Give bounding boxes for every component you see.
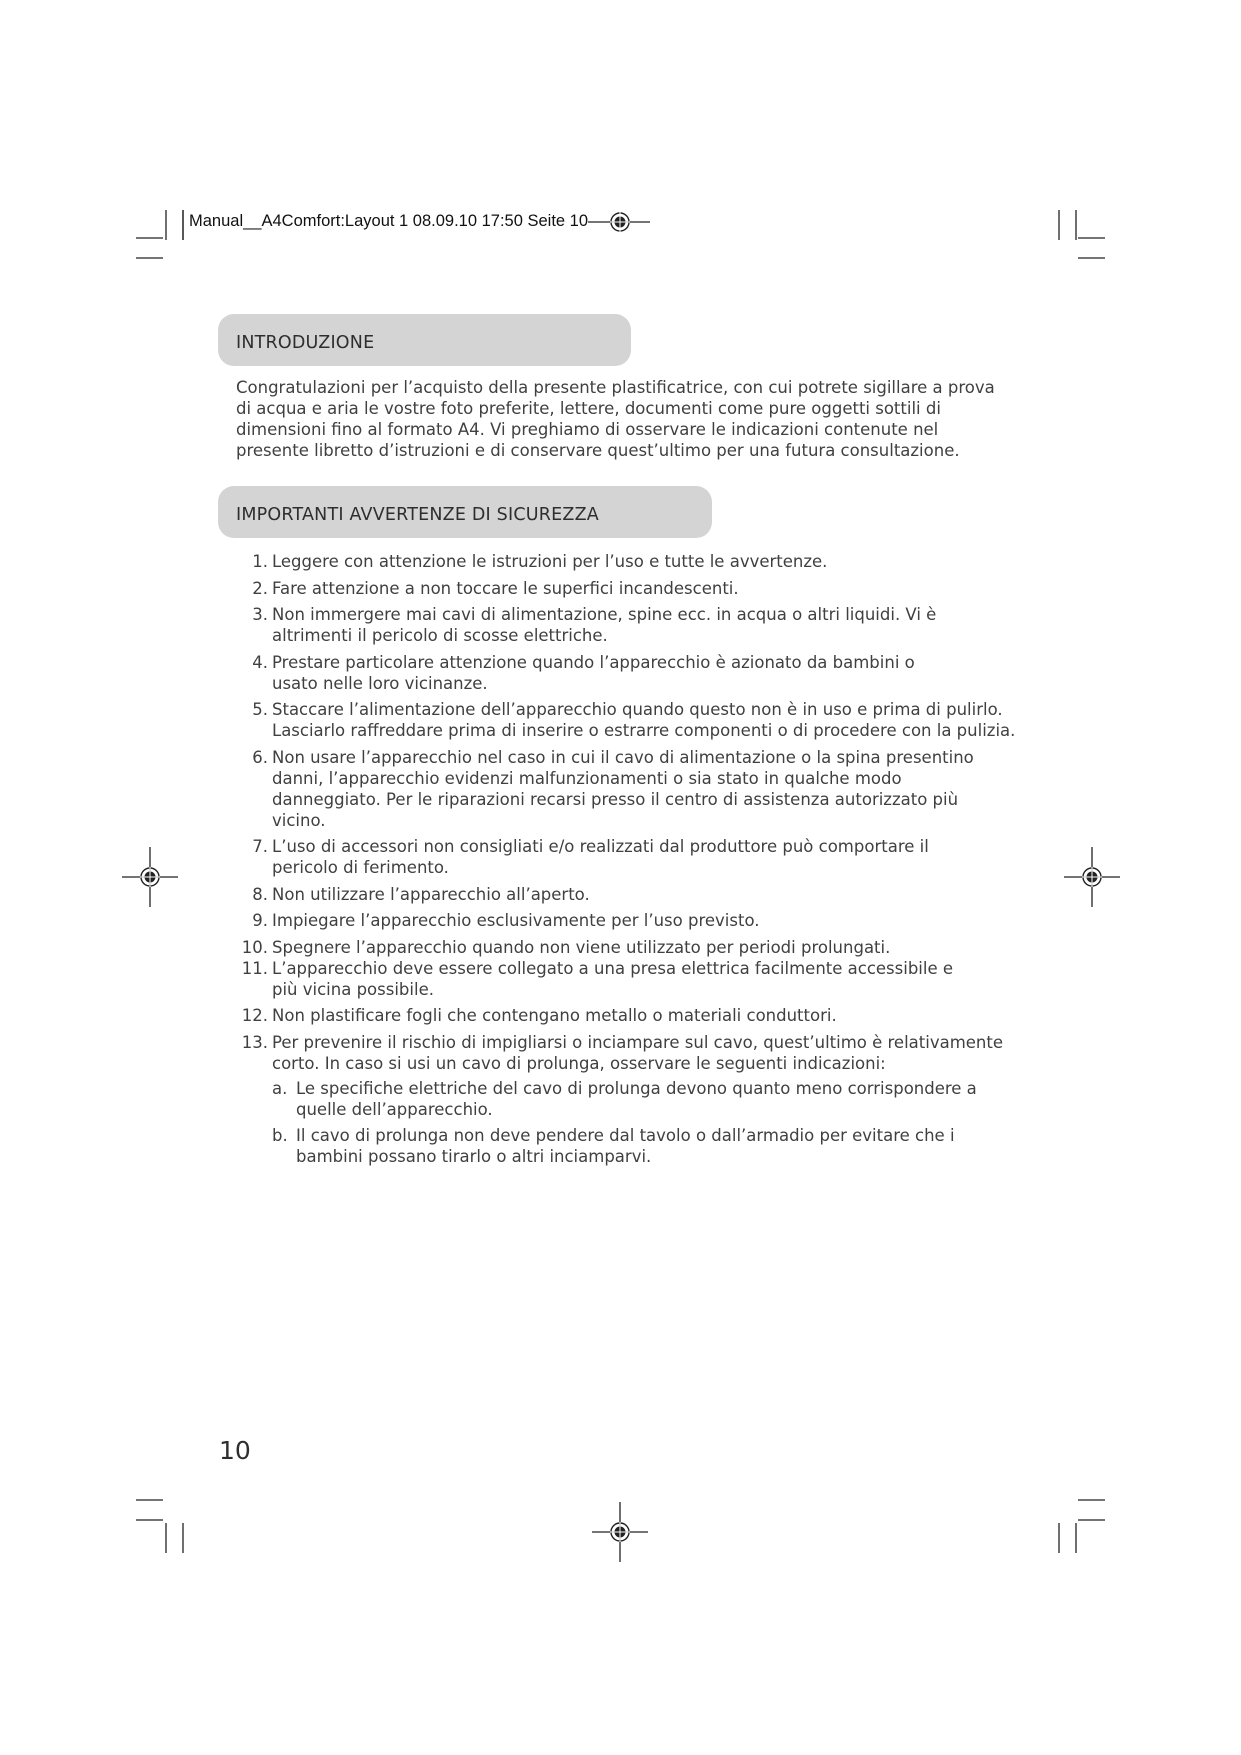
- list-item: 1. Leggere con attenzione le istruzioni per l’uso e tutte le avvertenze.: [252, 552, 828, 571]
- list-item: 4. Prestare particolare attenzione quando l’apparecchio è azionato da bambini o usato nelle loro vicinanze.: [252, 652, 915, 693]
- list-item: 13. Per prevenire il rischio di impigliarsi o inciampare sul cavo, quest’ultimo è relativamente corto. In caso si usi un cavo di prolunga, osservare le seguenti indicazioni: a. Le specifiche elettriche del cavo di prolunga devono quanto meno corrispondere a quelle dell’apparecchio. b. Il cavo di prolunga non deve pendere dal tavolo o dall’armadio per evitare che i bambini possano tirarlo o altri inciamparvi.: [236, 1032, 1026, 1167]
- list-item: 3. Non immergere mai cavi di alimentazione, spine ecc. in acqua o altri liquidi. Vi è altrimenti il pericolo di scosse elettriche.: [252, 605, 937, 645]
- safety-heading-bar: [218, 486, 712, 538]
- list-item: 12. Non plastificare fogli che contengano metallo o materiali conduttori.: [241, 1006, 837, 1025]
- list-item: 7. L’uso di accessori non consigliati e/o realizzati dal produttore può comportare il pericolo di ferimento.: [252, 837, 929, 877]
- registration-target-icon: [140, 867, 160, 887]
- extension-cord-sublist: [272, 1078, 1026, 1167]
- intro-heading: INTRODUZIONE: [236, 333, 375, 353]
- registration-target-icon: [610, 1522, 630, 1542]
- safety-heading: IMPORTANTI AVVERTENZE DI SICUREZZA: [236, 505, 599, 525]
- print-slug-line: Manual__A4Comfort:Layout 1 08.09.10 17:50 Seite 10: [189, 212, 589, 230]
- list-item: 8. Non utilizzare l’apparecchio all’aperto.: [252, 884, 590, 904]
- list-item: 9. Impiegare l’apparecchio esclusivamente per l’uso previsto.: [252, 911, 760, 930]
- list-item: 11. L’apparecchio deve essere collegato a una presa elettrica facilmente accessibile e più vicina possibile.: [241, 958, 954, 999]
- intro-paragraph: Congratulazioni per l’acquisto della presente plastificatrice, con cui potrete sigillare a prova di acqua e aria le vostre foto preferite, lettere, documenti come pure oggetti sottili di dimensioni fino al formato A4. Vi preghiamo di osservare le indicazioni contenute nel presente libretto d’istruzioni e di conservare quest’ultimo per una futura consultazione.: [236, 378, 995, 460]
- list-item: 5. Staccare l’alimentazione dell’apparecchio quando questo non è in uso e prima di pulirlo. Lasciarlo raffreddare prima di inserire o estrarre componenti o di procedere con la pulizia.: [252, 700, 1016, 740]
- intro-heading-bar: [218, 314, 631, 366]
- safety-warnings-list: [236, 551, 1026, 1172]
- registration-target-icon: [1082, 867, 1102, 887]
- page-number: 10: [219, 1436, 251, 1465]
- list-item: b. Il cavo di prolunga non deve pendere dal tavolo o dall’armadio per evitare che i bambini possano tirarlo o altri inciamparvi.: [272, 1125, 955, 1166]
- list-item: 6. Non usare l’apparecchio nel caso in cui il cavo di alimentazione o la spina presentino danni, l’apparecchio evidenzi malfunzionamenti o sia stato in qualche modo danneggiato. Per le riparazioni recarsi presso il centro di assistenza autorizzato più vicino.: [252, 747, 974, 830]
- list-item: a. Le specifiche elettriche del cavo di prolunga devono quanto meno corrispondere a quelle dell’apparecchio.: [272, 1078, 977, 1119]
- registration-target-icon: [610, 212, 630, 232]
- list-item: 10. Spegnere l’apparecchio quando non viene utilizzato per periodi prolungati.: [241, 937, 891, 957]
- list-item: 2. Fare attenzione a non toccare le superfici incandescenti.: [252, 578, 739, 598]
